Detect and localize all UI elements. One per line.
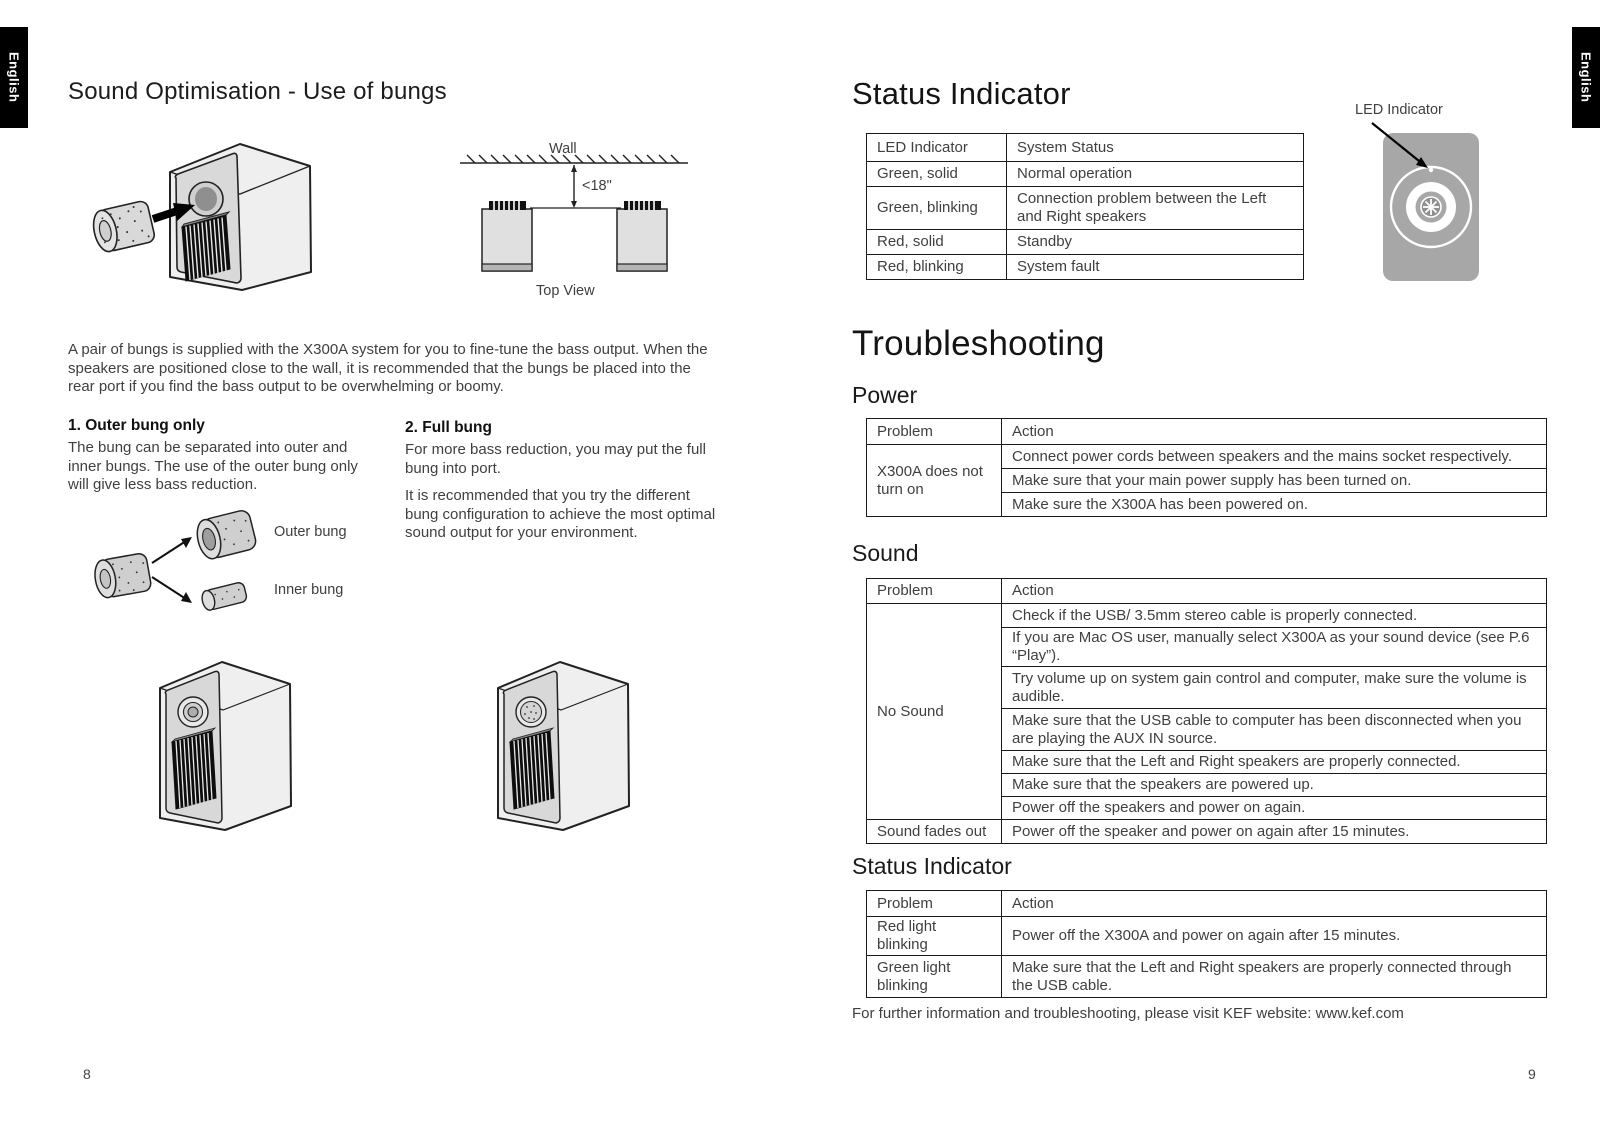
section-full-bung-body1: For more bass reduction, you may put the full bung into port. [405,441,706,477]
figure-bung-separation [88,503,273,623]
power-action: Make sure that your main power supply has been turned on. [1002,469,1547,493]
sound-fade-action: Power off the speaker and power on again after 15 minutes. [1002,820,1547,844]
power-problem-cell: X300A does not turn on [867,445,1002,517]
footer-note: For further information and troubleshooting, please visit KEF website: www.kef.com [852,1005,1404,1022]
section-full-bung [405,419,717,543]
sound-action: Make sure that the USB cable to computer has been disconnected when you are playing the AUX IN source. [1002,709,1547,751]
status-row-indicator: Red, solid [867,230,1007,255]
led-dot [1429,168,1433,172]
sound-header-action: Action [1002,579,1547,604]
sound-heading: Sound [852,540,919,566]
language-tab-left: English [0,27,28,128]
status-indicator-sub-heading: Status Indicator [852,853,1012,879]
status2-problem: Red light blinking [867,917,1002,956]
speaker-with-outer-bung [150,650,300,838]
sound-action: Make sure that the speakers are powered up. [1002,774,1547,797]
section-outer-bung-body: The bung can be separated into outer and inner bungs. The use of the outer bung only will give less bass reduction. [68,439,358,493]
sound-table [866,578,1547,844]
led-indicator-graphic [1350,115,1490,285]
sound-action: Power off the speakers and power on again. [1002,797,1547,820]
status-row-indicator: Green, blinking [867,187,1007,230]
outer-bung-label: Outer bung [274,524,347,540]
section-full-bung-body2: It is recommended that you try the different bung configuration to achieve the most optimal sound output for your environment. [405,487,716,541]
sound-action: Try volume up on system gain control and computer, make sure the volume is audible. [1002,667,1547,709]
page-number-right: 9 [1528,1066,1536,1082]
figure-led-indicator [1350,115,1490,285]
sound-action: If you are Mac OS user, manually select X300A as your sound device (see P.6 “Play”). [1002,628,1547,667]
section-outer-bung [68,417,368,495]
top-view-caption: Top View [536,283,595,299]
status-indicator-title: Status Indicator [852,76,1071,111]
power-header-problem: Problem [867,419,1002,445]
speaker-with-full-bung [488,650,638,838]
sound-header-problem: Problem [867,579,1002,604]
figure-speaker-full-bung [488,650,638,838]
status2-action: Make sure that the Left and Right speakers are properly connected through the USB cable. [1002,956,1547,998]
sound-fade-problem: Sound fades out [867,820,1002,844]
speaker-top-view-left [482,201,532,271]
section-full-bung-heading: 2. Full bung [405,419,492,436]
wall-label: Wall [549,141,577,157]
status-table-header-col1: LED Indicator [867,134,1007,162]
figure-speaker-outer-bung [150,650,300,838]
page-title-left: Sound Optimisation - Use of bungs [68,78,447,105]
speaker-top-view-right [617,201,667,271]
status2-action: Power off the X300A and power on again after 15 minutes. [1002,917,1547,956]
full-bung-illustration [90,200,156,254]
sound-problem-cell: No Sound [867,604,1002,820]
figure-bung-into-port [85,122,335,322]
led-indicator-label: LED Indicator [1355,102,1443,118]
status-row-meaning: System fault [1007,255,1304,280]
bung-separation-diagram [88,503,273,623]
power-action: Connect power cords between speakers and the mains socket respectively. [1002,445,1547,469]
status-troubleshooting-table [866,890,1547,998]
power-header-action: Action [1002,419,1547,445]
power-table [866,418,1547,517]
sound-action: Check if the USB/ 3.5mm stereo cable is properly connected. [1002,604,1547,628]
page-number-left: 8 [83,1066,91,1082]
language-tab-right: English [1572,27,1600,128]
status2-problem: Green light blinking [867,956,1002,998]
intro-paragraph: A pair of bungs is supplied with the X300A system for you to fine-tune the bass output. When the speakers are positioned close to the wall, it is recommended that the bungs be placed into the rear port if you find the bass output to be overwhelming or boomy. [68,341,708,395]
status-table-header-col2: System Status [1007,134,1304,162]
status-row-meaning: Normal operation [1007,162,1304,187]
power-action: Make sure the X300A has been powered on. [1002,493,1547,517]
section-outer-bung-heading: 1. Outer bung only [68,417,205,434]
status2-header-action: Action [1002,891,1547,917]
status-row-meaning: Connection problem between the Left and Right speakers [1007,187,1304,230]
status-row-indicator: Green, solid [867,162,1007,187]
sound-action: Make sure that the Left and Right speakers are properly connected. [1002,751,1547,774]
inner-bung-label: Inner bung [274,582,344,598]
distance-label: <18" [582,178,612,194]
status-indicator-table [866,133,1304,280]
speaker-rear-illustration [85,122,335,322]
status2-header-problem: Problem [867,891,1002,917]
troubleshooting-title: Troubleshooting [852,324,1105,363]
status-row-indicator: Red, blinking [867,255,1007,280]
power-heading: Power [852,382,918,408]
status-row-meaning: Standby [1007,230,1304,255]
